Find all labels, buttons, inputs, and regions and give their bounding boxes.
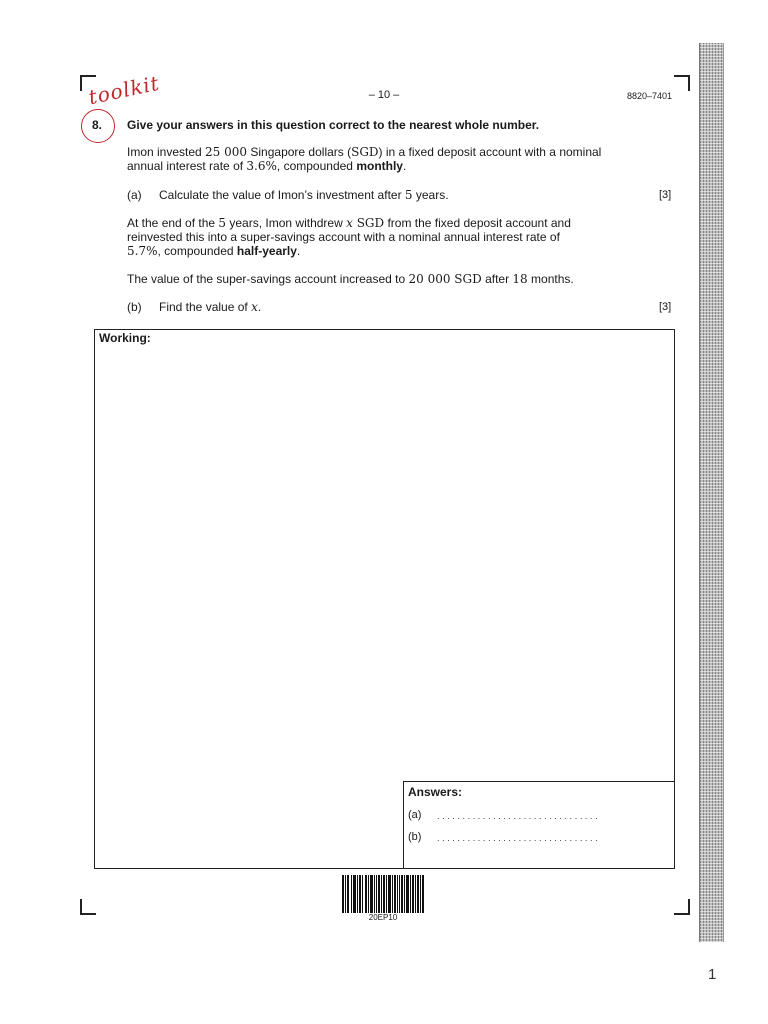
barcode-text: 20EP10 bbox=[368, 913, 398, 922]
page-number: 1 bbox=[708, 966, 717, 983]
part-b-marks: [3] bbox=[659, 301, 672, 313]
stem-line-2: annual interest rate of 3.6%, compounded monthly. bbox=[127, 159, 407, 173]
part-b-label: (b) bbox=[127, 300, 142, 314]
value-line: The value of the super-savings account increased to 20 000 SGD after 18 months. bbox=[127, 272, 574, 286]
paper-code: 8820–7401 bbox=[626, 91, 672, 101]
answer-a-label: (a) bbox=[408, 809, 422, 821]
barcode-image bbox=[342, 875, 424, 913]
handwritten-annotation: toolkit bbox=[86, 70, 162, 110]
page-label: – 10 – bbox=[368, 89, 400, 101]
middle-line-3: 5.7%, compounded half-yearly. bbox=[127, 244, 301, 258]
part-a-label: (a) bbox=[127, 188, 142, 202]
answer-b-label: (b) bbox=[408, 831, 422, 843]
part-a-marks: [3] bbox=[659, 189, 672, 201]
answer-b-field[interactable]: ................................ bbox=[437, 833, 601, 843]
answer-a-field[interactable]: ................................ bbox=[437, 811, 601, 821]
working-label: Working: bbox=[99, 331, 151, 345]
crop-mark-bottom-left bbox=[80, 899, 96, 915]
scan-edge-strip bbox=[699, 43, 724, 942]
answers-title: Answers: bbox=[408, 785, 463, 799]
stem-line-1: Imon invested 25 000 Singapore dollars (SGD) in a fixed deposit account with a nominal bbox=[127, 145, 602, 159]
part-b-text: Find the value of x. bbox=[159, 300, 262, 314]
part-a-text: Calculate the value of Imon’s investment after 5 years. bbox=[159, 188, 449, 202]
question-number: 8. bbox=[92, 118, 103, 132]
middle-line-1: At the end of the 5 years, Imon withdrew x SGD from the fixed deposit account and bbox=[127, 216, 571, 230]
crop-mark-bottom-right bbox=[674, 899, 690, 915]
question-instruction: Give your answers in this question correct to the nearest whole number. bbox=[127, 118, 540, 132]
middle-line-2: reinvested this into a super-savings account with a nominal annual interest rate of bbox=[127, 230, 560, 244]
